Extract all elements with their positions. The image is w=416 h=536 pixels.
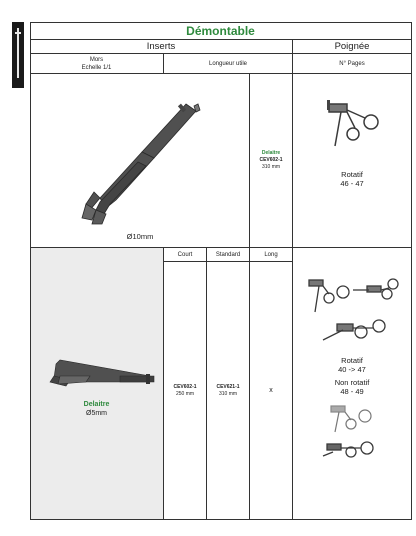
rotatif-handle-illustration [293,74,412,164]
col-standard: Standard [207,248,250,262]
grasper-5mm-illustration [30,248,164,398]
row2-standard-cell [207,262,250,520]
rotatif-handles-illustration [293,248,412,356]
row2-rotatif-pages: 40 -> 47 [338,365,366,374]
row2-diameter: Ø5mm [86,410,107,417]
header-inserts: Inserts [30,40,293,54]
row1-length: 310 mm [261,164,281,170]
row1-diameter-label: Ø10mm [126,232,154,241]
row2-nonrotatif-label: Non rotatif [334,378,370,387]
row2-court-len: 250 mm [175,390,195,397]
row1-ref: CEV602-1 [259,157,283,163]
subheader-pages: N° Pages [293,54,412,74]
mors-label: Mors [89,56,104,63]
row2-standard-ref: CEV621-1 [216,383,240,390]
row1-insert-image-cell [30,74,250,248]
echelle-label: Echelle 1/1 [81,64,112,71]
row2-court-cell [164,262,207,520]
row2-long-cell [250,262,293,520]
side-tab-marker [12,22,24,88]
row2-rotatif-label: Rotatif [341,356,363,365]
row2-standard-len: 310 mm [218,390,238,397]
row1-pages: 46 - 47 [340,179,364,188]
product-table [30,22,412,520]
row2-brand: Delaitre [83,401,110,408]
nonrotatif-handles-illustration [293,396,412,476]
col-long: Long [250,248,293,262]
row2-insert-image-cell [30,248,164,520]
row2-long-mark: x [269,387,273,394]
header-poignee: Poignée [293,40,412,54]
grasper-10mm-illustration [30,74,250,248]
table-title: Démontable [30,22,412,40]
row2-court-ref: CEV602-1 [173,383,197,390]
col-court: Court [164,248,207,262]
side-tab-tick [15,32,21,34]
row2-handle-cell [293,248,412,520]
row1-handle-type: Rotatif [341,170,363,179]
subheader-mors [30,54,164,74]
row1-length-cell [250,74,293,248]
row1-brand: Delaitre [261,150,281,156]
row1-handle-cell [293,74,412,248]
row2-nonrotatif-pages: 48 - 49 [340,387,364,396]
side-tab-line [17,28,19,78]
subheader-longueur: Longueur utile [164,54,293,74]
